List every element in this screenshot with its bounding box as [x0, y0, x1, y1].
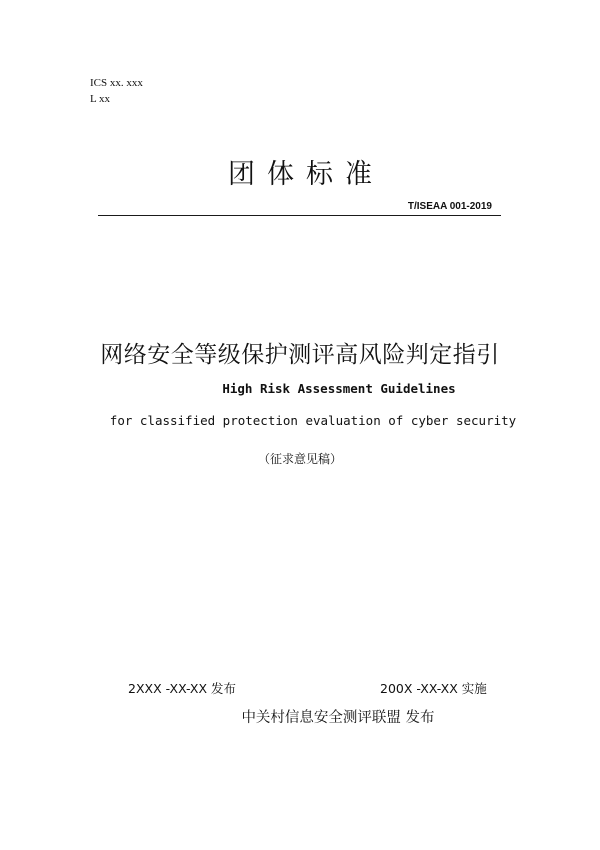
implementation-date: 200X -XX-XX 实施 [380, 681, 487, 696]
standard-code: T/ISEAA 001-2019 [407, 201, 492, 212]
standard-type-title: 团体标准 [228, 159, 384, 190]
classification-code: L xx [90, 93, 111, 105]
publisher: 中关村信息安全测评联盟 发布 [241, 710, 435, 726]
draft-label: （征求意见稿） [257, 452, 342, 466]
document-title-en-line2: for classified protection evaluation of cyber security [109, 413, 517, 428]
document-title-cn: 网络安全等级保护测评高风险判定指引 [100, 342, 500, 368]
header-divider [98, 215, 501, 216]
ics-code: ICS xx. xxx [90, 77, 143, 89]
issue-date: 2XXX -XX-XX 发布 [128, 681, 236, 696]
document-title-en-line1: High Risk Assessment Guidelines [222, 381, 456, 396]
